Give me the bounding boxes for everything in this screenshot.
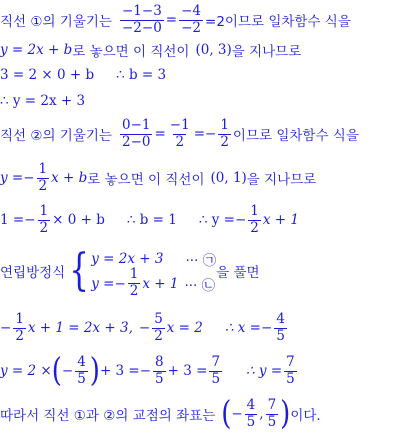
fraction xyxy=(245,398,258,430)
math: y = 2x + b xyxy=(0,42,73,58)
fraction xyxy=(153,355,166,387)
numerator: 5 xyxy=(154,311,163,327)
math: − xyxy=(231,406,243,423)
math: ∴ b = 1 xyxy=(126,212,177,229)
system-row-1 xyxy=(91,246,216,271)
numerator: 1 xyxy=(38,161,48,177)
equation-system xyxy=(65,245,217,299)
line-system xyxy=(0,245,260,299)
text: 이다. xyxy=(290,408,321,425)
numerator: −1−3 xyxy=(121,3,162,19)
denominator: 2 xyxy=(175,133,185,150)
line-result-1 xyxy=(0,93,85,109)
fraction xyxy=(218,118,231,150)
numerator: −1 xyxy=(169,117,190,133)
text: 로 놓으면 이 직선이 xyxy=(72,44,190,60)
math: − xyxy=(0,320,12,337)
paren-open: ( xyxy=(51,352,62,390)
math: ∴ y = 2x + 3 xyxy=(0,93,86,109)
math: + 3 = xyxy=(167,363,208,380)
numerator: 4 xyxy=(246,397,256,413)
math: − xyxy=(61,363,74,380)
math: x = 2 xyxy=(166,320,203,337)
fraction xyxy=(128,267,141,299)
line-solve-b-1 xyxy=(0,67,166,83)
fraction xyxy=(284,355,297,387)
numerator: −4 xyxy=(181,3,202,19)
numerator: 4 xyxy=(276,311,285,327)
math: ∴ y = xyxy=(246,363,283,380)
denominator: −2 xyxy=(181,19,202,36)
text: 직선 ①의 기울기는 xyxy=(0,14,112,31)
text: 연립방정식 xyxy=(0,265,66,281)
numerator: 1 xyxy=(129,266,139,283)
comma: , xyxy=(259,406,264,423)
fraction xyxy=(274,312,287,344)
point: (0, 1) xyxy=(210,170,247,187)
paren-close: ) xyxy=(89,352,100,390)
numerator: 1 xyxy=(220,117,229,133)
fraction xyxy=(13,312,26,344)
denominator: 2 xyxy=(154,327,163,344)
math: ∴ x =− xyxy=(224,320,273,337)
denominator: 2 xyxy=(250,219,259,236)
math: x + 1 xyxy=(142,275,179,292)
paren-open: ( xyxy=(221,395,232,433)
fraction xyxy=(209,355,222,387)
text: 따라서 직선 ①과 ②의 교점의 좌표는 xyxy=(0,408,216,425)
line-slope-2 xyxy=(0,118,359,150)
numerator: 0−1 xyxy=(121,117,151,133)
numerator: 8 xyxy=(155,354,164,370)
denominator: 2 xyxy=(38,177,48,194)
fraction xyxy=(152,312,165,344)
paren-close: ) xyxy=(280,395,291,433)
fraction xyxy=(38,204,51,236)
math: y =− xyxy=(0,170,35,187)
line-solve-b-2 xyxy=(0,204,299,236)
fraction xyxy=(120,118,153,150)
equation-tag: ··· ㉠ xyxy=(185,252,217,269)
numerator: 1 xyxy=(250,203,259,219)
text: 직선 ②의 기울기는 xyxy=(0,128,112,145)
numerator: 7 xyxy=(211,354,221,370)
denominator: 5 xyxy=(77,370,86,387)
math: y =− xyxy=(91,275,126,292)
equals: = xyxy=(165,12,178,29)
math: x + 1 = 2x + 3, xyxy=(27,320,133,337)
denominator: 5 xyxy=(246,413,256,430)
denominator: 2 xyxy=(129,283,139,299)
denominator: 2 xyxy=(39,219,49,236)
text: 을 지나므로 xyxy=(231,44,302,60)
text: =2이므로 일차함수 식을 xyxy=(205,14,351,31)
denominator: 5 xyxy=(286,370,295,387)
denominator: 5 xyxy=(276,327,285,344)
fraction xyxy=(120,4,164,36)
text: 을 지나므로 xyxy=(246,172,317,189)
math: − xyxy=(138,320,151,337)
equation-tag: ··· ㉡ xyxy=(184,277,216,294)
math: × 0 + b xyxy=(52,212,105,229)
numerator: 1 xyxy=(39,203,49,219)
line-solve-y xyxy=(0,352,299,390)
text: 이므로 일차함수 식을 xyxy=(232,128,359,145)
point: (0, 3) xyxy=(195,42,232,58)
math: ∴ y =− xyxy=(198,212,247,229)
text: 로 놓으면 이 직선이 xyxy=(87,172,205,189)
line-equation-setup-1 xyxy=(0,40,301,60)
denominator: 2 xyxy=(220,133,229,150)
numerator: 7 xyxy=(267,397,277,413)
equals: = xyxy=(154,126,166,143)
math: 3 = 2 × 0 + b xyxy=(0,67,95,83)
denominator: 2−0 xyxy=(121,133,151,150)
fraction xyxy=(168,118,192,150)
denominator: 2 xyxy=(15,327,24,344)
math: 1 =− xyxy=(0,212,36,229)
equals: =− xyxy=(193,126,217,143)
math: y = 2 × xyxy=(0,363,52,380)
fraction xyxy=(179,4,203,36)
denominator: 5 xyxy=(211,370,221,387)
math: x + b xyxy=(51,170,88,187)
math: x + 1 xyxy=(262,212,299,229)
numerator: 7 xyxy=(286,354,295,370)
numerator: 1 xyxy=(15,311,24,327)
denominator: −2−0 xyxy=(121,19,162,36)
line-conclusion xyxy=(0,395,321,433)
brace: { xyxy=(69,245,90,296)
denominator: 5 xyxy=(155,370,164,387)
fraction xyxy=(266,398,279,430)
fraction xyxy=(37,162,50,194)
line-solve-x xyxy=(0,312,289,344)
math: ∴ b = 3 xyxy=(116,67,167,83)
denominator: 5 xyxy=(267,413,277,430)
math: y = 2x + 3 xyxy=(91,250,164,267)
line-slope-1 xyxy=(0,4,351,36)
fraction xyxy=(248,204,261,236)
system-row-2 xyxy=(91,266,216,299)
text: 을 풀면 xyxy=(216,265,260,281)
numerator: 4 xyxy=(77,354,86,370)
math: + 3 =− xyxy=(99,363,152,380)
line-equation-setup-2 xyxy=(0,162,316,194)
fraction xyxy=(75,355,88,387)
